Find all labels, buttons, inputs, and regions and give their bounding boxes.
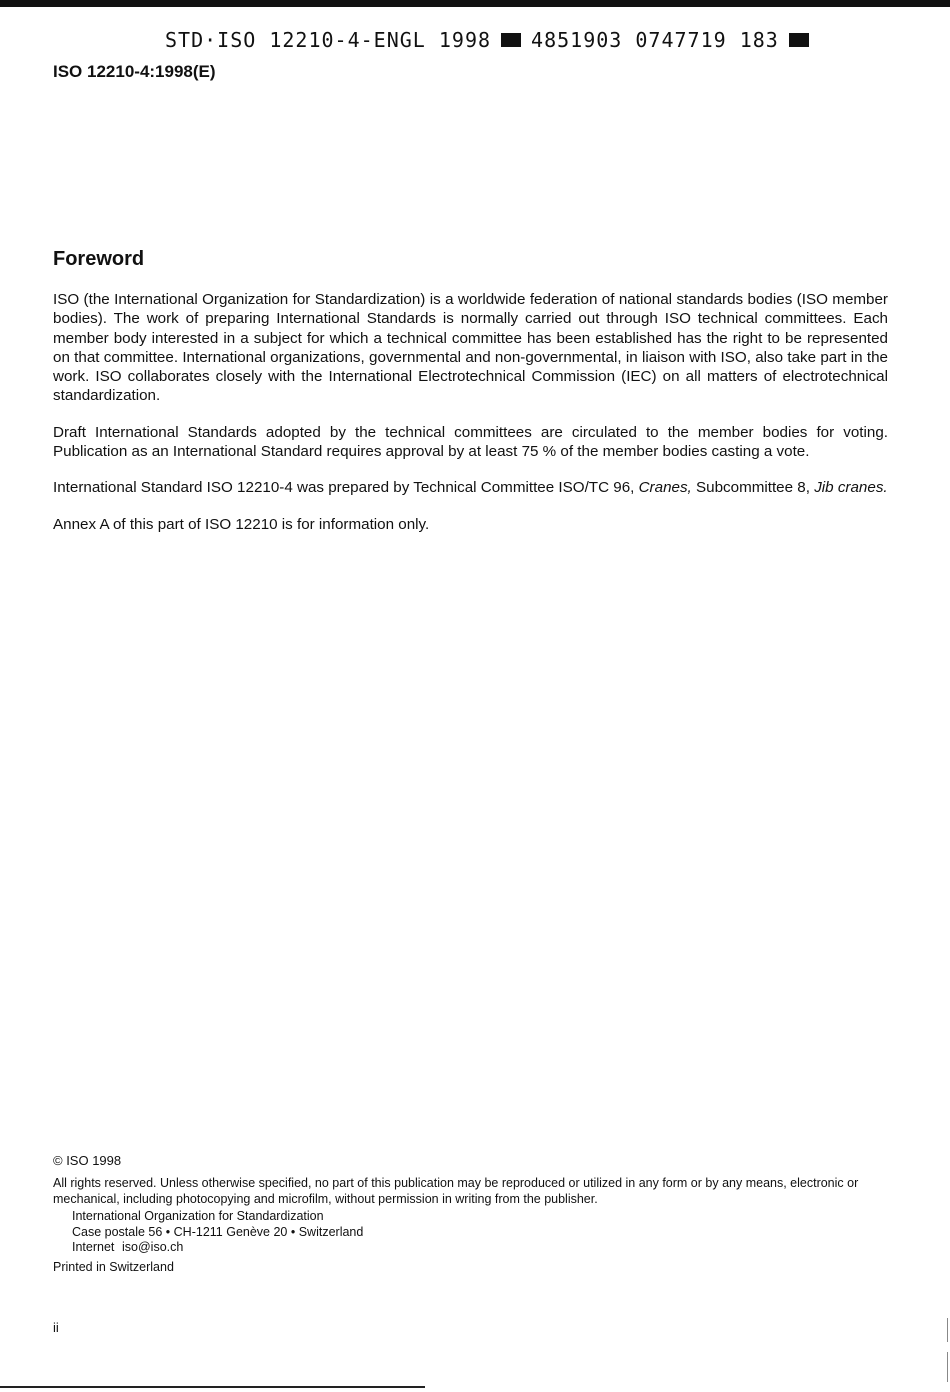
address-internet	[72, 1240, 363, 1256]
stamp-block-2	[789, 33, 809, 47]
bottom-rule	[0, 1386, 425, 1388]
paragraph-3	[53, 478, 888, 497]
page-number: ii	[53, 1320, 59, 1335]
section-heading: Foreword	[53, 248, 145, 270]
document-id: ISO 12210-4:1998(E)	[53, 62, 216, 81]
paragraph-4: Annex A of this part of ISO 12210 is for information only.	[53, 515, 430, 533]
p3-committee: Cranes,	[638, 479, 692, 497]
stamp-text-2: 4851903 0747719 183	[531, 28, 779, 52]
p3-subcommittee: Jib cranes.	[814, 479, 888, 497]
internet-email: iso@iso.ch	[122, 1240, 184, 1254]
foreword-body	[53, 290, 888, 551]
internet-label: Internet	[72, 1240, 115, 1254]
printed-in: Printed in Switzerland	[53, 1260, 174, 1274]
stamp-text-1: STD·ISO 12210-4-ENGL 1998	[165, 28, 492, 52]
top-border	[0, 0, 950, 7]
p3-text-pre: International Standard ISO 12210-4 was prepared by Technical Committee ISO/TC 96,	[53, 479, 639, 497]
stamp-block-1	[501, 33, 521, 47]
catalog-stamp	[165, 28, 819, 52]
address-org: International Organization for Standardization	[72, 1209, 324, 1223]
copyright-notice: © ISO 1998	[53, 1153, 122, 1168]
scan-edge-mark-2	[947, 1352, 948, 1382]
paragraph-1: ISO (the International Organization for Standardization) is a worldwide federation of national standards bodies (ISO member bodies). The work of preparing International Standards is normally carried out through ISO technical committees. Each member body interested in a subject for which a technical committee has been established has the right to be represented on that committee. International organizations, governmental and non-governmental, in liaison with ISO, also take part in the work. ISO collaborates closely with the International Electrotechnical Commission (IEC) on all matters of electrotechnical standardization.	[53, 291, 888, 405]
p3-text-mid: Subcommittee 8,	[691, 479, 815, 497]
rights-statement: All rights reserved. Unless otherwise specified, no part of this publication may be reproduced or utilized in any form or by any means, electronic or mechanical, including photocopying and microfilm, without permission in writing from the publisher.	[53, 1176, 859, 1206]
scan-edge-mark-1	[947, 1318, 948, 1342]
address-postal: Case postale 56 • CH-1211 Genève 20 • Switzerland	[72, 1224, 364, 1239]
publisher-address	[72, 1209, 363, 1256]
paragraph-2: Draft International Standards adopted by the technical committees are circulated to the member bodies for voting. Publication as an International Standard requires approval by at least 75 % of the member bodies casting a vote.	[53, 423, 888, 461]
